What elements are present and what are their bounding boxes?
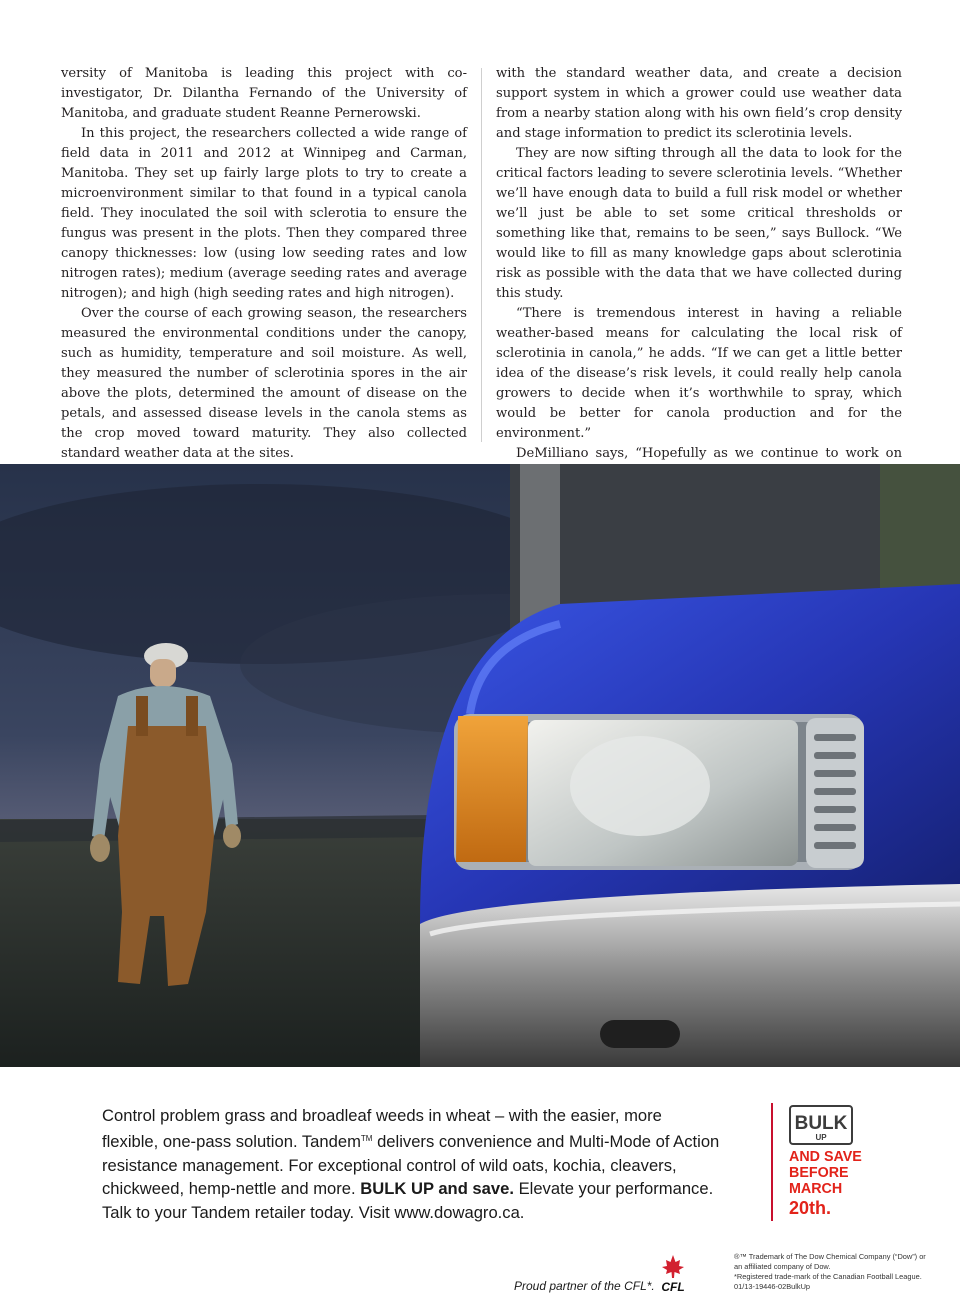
ad-copy-text: delivers convenience and Multi-Mode of Action — [372, 1132, 720, 1152]
ad-copy-line: resistance management. For exceptional control of wild oats, kochia, cleavers, — [102, 1155, 677, 1175]
save-line: MARCH — [789, 1181, 843, 1197]
save-before-march — [789, 1149, 862, 1219]
save-date: 20th. — [789, 1198, 832, 1218]
tandem-advertisement — [0, 1067, 960, 1307]
cfl-logo — [656, 1253, 690, 1293]
legal-line: 01/13-19446-02BulkUp — [734, 1282, 811, 1291]
article-paragraph: with the standard weather data, and create a decision support system in which a grower could use weather data from a nearby station along with his own field’s crop density and stage information to predict its sclerotinia levels. — [496, 66, 902, 141]
article-closing-text: DeMilliano says, “Hopefully as we continue to work on — [516, 446, 902, 461]
bulk-logo-text: BULK — [794, 1113, 848, 1134]
article-body — [0, 64, 960, 461]
article-paragraph: In this project, the researchers collected a wide range of field data in 2011 and 2012 at Winnipeg and Carman, Manitoba. They set up fairly large plots to try to create a microenvironment similar to that found in a typical canola field. They inoculated the soil with sclerotia to ensure the fungus was present in the plots. Then they compared three canopy thicknesses: low (using low seeding rates and low nitrogen rates); medium (average seeding rates and average nitrogen); and high (high seeding rates and high nitrogen). — [61, 126, 467, 301]
ad-copy — [102, 1104, 742, 1224]
bulk-logo-subtext: UP — [815, 1133, 827, 1142]
save-line: BEFORE — [789, 1165, 849, 1181]
article-paragraph: versity of Manitoba is leading this project with co-investigator, Dr. Dilantha Fernando of the University of Manitoba, and graduate student Reanne Pernerowski. — [61, 66, 467, 121]
bulk-up-logo — [789, 1105, 853, 1145]
bulk-up-callout: BULK UP and save. — [360, 1179, 514, 1199]
ad-copy-line — [102, 1127, 742, 1153]
ad-copy-line: Control problem grass and broadleaf weeds in wheat – with the easier, more — [102, 1106, 662, 1125]
article-paragraph: They are now sifting through all the data to look for the critical factors leading to severe sclerotinia levels. “Whether we’ll have enough data to build a full risk model or whether we’ll just be able to set some critical thresholds or something like that, remains to be seen,” says Bullock. “We would like to fill as many knowledge gaps about sclerotinia risk as possible with the data that we have collected during this study. — [496, 146, 902, 301]
column-divider — [481, 68, 482, 442]
cfl-logo-text: CFL — [661, 1280, 685, 1293]
article-paragraph: Over the course of each growing season, the researchers measured the environmental conditions under the canopy, such as humidity, temperature and soil moisture. As well, they measured the number of sclerotinia spores in the air above the plots, determined the amount of disease on the petals, and assessed disease levels in the canola stems as the crop moved toward maturity. They also collected standard weather data at the sites. — [61, 306, 467, 461]
ad-copy-text: chickweed, hemp-nettle and more. — [102, 1179, 361, 1199]
legal-line: *Registered trade-mark of the Canadian Football League. — [734, 1272, 922, 1281]
ad-copy-line — [102, 1177, 742, 1200]
legal-disclaimer — [734, 1252, 944, 1292]
ad-photo-farmer-and-truck — [0, 464, 960, 1067]
save-line: AND SAVE — [789, 1149, 862, 1165]
ad-copy-line: Talk to your Tandem retailer today. Visit www.dowagro.ca. — [102, 1202, 525, 1222]
cfl-tagline: Proud partner of the CFL*. — [514, 1279, 655, 1293]
ad-copy-text: Elevate your performance. — [513, 1179, 714, 1199]
article-paragraph: “There is tremendous interest in having a reliable weather-based means for calculating the local risk of sclerotinia in canola,” he adds. “If we can get a little better idea of the disease’s risk levels, it could really help canola growers to decide when it’s worthwhile to spray, which would be better for canola production and for the environment.” — [496, 306, 902, 441]
legal-line: ®™ Trademark of The Dow Chemical Company (“Dow”) or — [734, 1252, 926, 1261]
article-column-left — [61, 64, 467, 504]
ad-copy-text: flexible, one-pass solution. Tandem — [102, 1132, 361, 1152]
trademark-mark: TM — [360, 1134, 373, 1144]
ad-red-divider — [771, 1103, 773, 1221]
article-column-right — [496, 64, 902, 504]
legal-line: an affiliated company of Dow. — [734, 1262, 831, 1271]
